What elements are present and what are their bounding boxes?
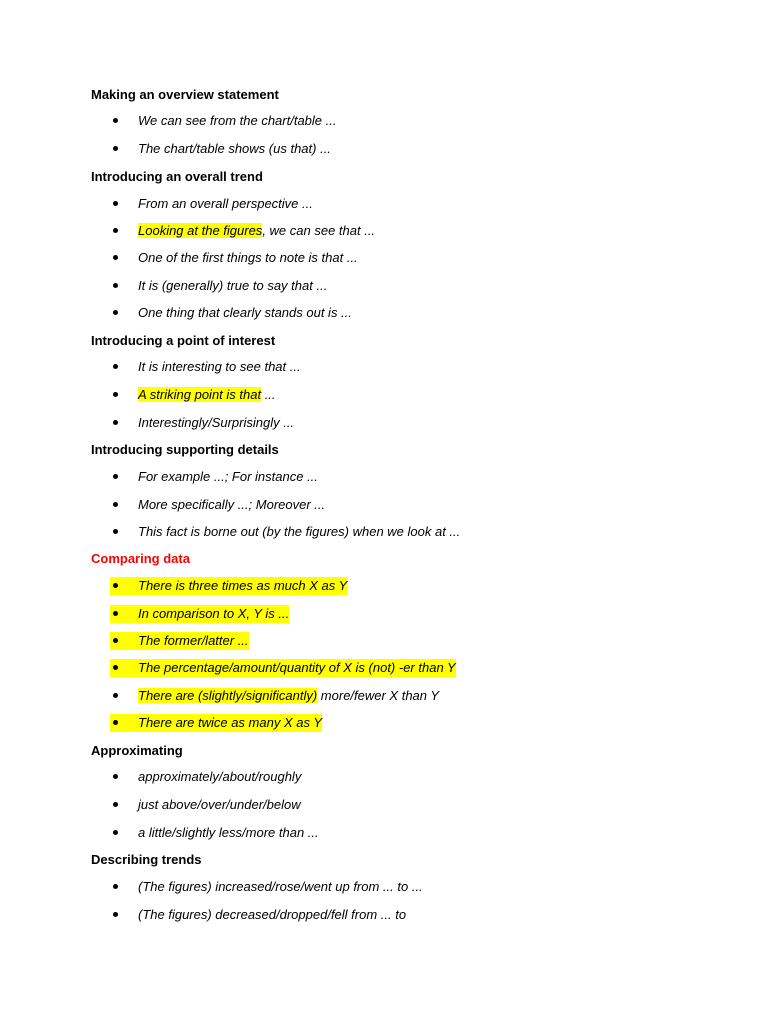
list-item-text: The percentage/amount/quantity of X is (not) -er than Y <box>138 660 456 675</box>
list-item-text: It is (generally) true to say that ... <box>138 278 328 293</box>
plain-text: , we can see that ... <box>262 223 376 238</box>
list-item-text: In comparison to X, Y is ... <box>138 606 290 621</box>
section-heading: Introducing a point of interest <box>91 333 276 348</box>
list-item <box>0 906 768 924</box>
list-item <box>0 496 768 514</box>
bullet-icon <box>113 255 118 260</box>
section-heading: Describing trends <box>91 852 202 867</box>
list-item <box>0 277 768 295</box>
list-item <box>0 358 768 376</box>
bullet-icon <box>113 392 118 397</box>
list-item <box>0 195 768 213</box>
list-item <box>0 577 768 595</box>
list-item <box>0 659 768 677</box>
list-item-text: Interestingly/Surprisingly ... <box>138 415 295 430</box>
plain-text: more/fewer X than Y <box>317 688 440 703</box>
list-item-text: approximately/about/roughly <box>138 769 302 784</box>
list-item-text: This fact is borne out (by the figures) when we look at ... <box>138 524 461 539</box>
highlighted-text: Looking at the figures <box>138 223 263 238</box>
bullet-icon <box>113 830 118 835</box>
list-item-text: (The figures) decreased/dropped/fell from ... to <box>138 907 407 922</box>
list-item-text: a little/slightly less/more than ... <box>138 825 319 840</box>
list-item <box>0 632 768 650</box>
list-item <box>0 414 768 432</box>
list-item <box>0 222 768 240</box>
bullet-icon <box>113 529 118 534</box>
list-item-text: More specifically ...; Moreover ... <box>138 497 326 512</box>
list-item <box>0 714 768 732</box>
list-item <box>0 878 768 896</box>
bullet-icon <box>113 638 118 643</box>
list-item <box>0 796 768 814</box>
list-item <box>0 768 768 786</box>
list-item <box>0 386 768 404</box>
list-item <box>0 605 768 623</box>
list-item-text <box>138 222 375 240</box>
list-item-text: One thing that clearly stands out is ... <box>138 305 352 320</box>
section-heading: Making an overview statement <box>91 87 279 102</box>
bullet-icon <box>113 201 118 206</box>
plain-text: ... <box>261 387 276 402</box>
list-item <box>0 523 768 541</box>
list-item-text: The chart/table shows (us that) ... <box>138 141 331 156</box>
section-heading: Introducing an overall trend <box>91 169 263 184</box>
bullet-icon <box>113 912 118 917</box>
section-heading: Comparing data <box>91 551 190 566</box>
list-item-text <box>138 687 439 705</box>
bullet-icon <box>113 583 118 588</box>
bullet-icon <box>113 502 118 507</box>
list-item-text: From an overall perspective ... <box>138 196 313 211</box>
list-item-text: just above/over/under/below <box>138 797 301 812</box>
list-item-text: We can see from the chart/table ... <box>138 113 337 128</box>
bullet-icon <box>113 802 118 807</box>
list-item-text: There are twice as many X as Y <box>138 715 323 730</box>
bullet-icon <box>113 283 118 288</box>
list-item-text: For example ...; For instance ... <box>138 469 318 484</box>
list-item <box>0 112 768 130</box>
list-item-text: It is interesting to see that ... <box>138 359 301 374</box>
highlighted-text: A striking point is that <box>138 387 262 402</box>
bullet-icon <box>113 611 118 616</box>
bullet-icon <box>113 720 118 725</box>
bullet-icon <box>113 693 118 698</box>
bullet-icon <box>113 118 118 123</box>
section-heading: Introducing supporting details <box>91 442 279 457</box>
bullet-icon <box>113 228 118 233</box>
list-item-text: (The figures) increased/rose/went up from ... to ... <box>138 879 423 894</box>
list-item-text <box>138 386 276 404</box>
list-item <box>0 304 768 322</box>
list-item <box>0 249 768 267</box>
highlighted-text: There are (slightly/significantly) <box>138 688 318 703</box>
bullet-icon <box>113 665 118 670</box>
list-item <box>0 687 768 705</box>
bullet-icon <box>113 774 118 779</box>
section-heading: Approximating <box>91 743 183 758</box>
list-item <box>0 824 768 842</box>
bullet-icon <box>113 420 118 425</box>
list-item <box>0 140 768 158</box>
list-item <box>0 468 768 486</box>
list-item-text: The former/latter ... <box>138 633 249 648</box>
list-item-text: One of the first things to note is that ... <box>138 250 358 265</box>
bullet-icon <box>113 146 118 151</box>
bullet-icon <box>113 884 118 889</box>
bullet-icon <box>113 474 118 479</box>
list-item-text: There is three times as much X as Y <box>138 578 348 593</box>
bullet-icon <box>113 310 118 315</box>
bullet-icon <box>113 364 118 369</box>
